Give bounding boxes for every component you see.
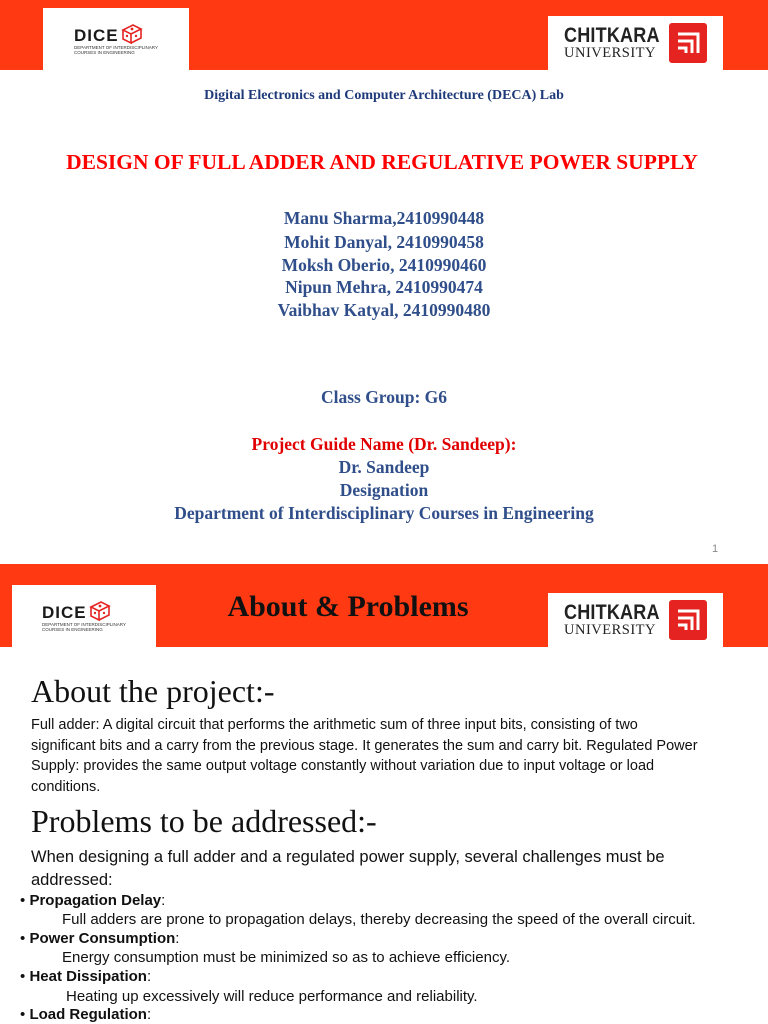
bullet-dot: • (20, 1006, 26, 1023)
guide-label: Project Guide Name (Dr. Sandeep): (251, 434, 517, 454)
dice-logo-2-word: DICE (42, 603, 87, 623)
bullet-power-consumption (20, 929, 179, 948)
chitkara-mark-icon (669, 600, 707, 640)
member-4: Nipun Mehra, 2410990474 (285, 277, 483, 297)
bullet-colon: : (175, 930, 180, 947)
class-group: Class Group: G6 (320, 387, 448, 407)
bullet-term: Power Consumption (29, 930, 176, 947)
member-2: Mohit Danyal, 2410990458 (284, 232, 484, 252)
bullet-propagation-delay (20, 891, 165, 910)
bullet-heat-dissipation (20, 967, 151, 986)
chitkara-logo-2-university: UNIVERSITY (564, 622, 656, 639)
bullet-term: Propagation Delay (29, 892, 162, 909)
member-5: Vaibhav Katyal, 2410990480 (277, 300, 491, 320)
dice-logo (43, 8, 189, 70)
dice-logo-2 (12, 585, 156, 647)
chitkara-logo-name: CHITKARA (564, 24, 660, 48)
project-title: DESIGN OF FULL ADDER AND REGULATIVE POWER SUPPLY (66, 150, 698, 174)
problems-intro (31, 846, 761, 892)
bullet-colon: : (146, 968, 152, 985)
department: Department of Interdisciplinary Courses in Engineering (174, 503, 594, 523)
member-3: Moksh Oberio, 2410990460 (281, 255, 487, 275)
about-line-3: Supply: provides the same output voltage constantly without variation due to input voltage or load (31, 758, 655, 774)
bullet-dot: • (20, 892, 26, 909)
chitkara-logo-university: UNIVERSITY (564, 45, 656, 62)
designation: Designation (339, 480, 429, 500)
about-line-4: conditions. (31, 778, 101, 795)
chitkara-logo-2-name: CHITKARA (564, 601, 660, 625)
intro-line-2: addressed: (31, 871, 113, 889)
chitkara-logo (548, 16, 723, 70)
chitkara-mark-icon (669, 23, 707, 63)
about-line-2: significant bits and a carry from the previous stage. It generates the sum and carry bit. Regulated Power (31, 737, 698, 754)
bullet-dot: • (20, 930, 26, 947)
bullet-colon: : (161, 892, 166, 909)
dice-logo-word: DICE (74, 26, 119, 46)
bullet-desc-propagation-delay: Full adders are prone to propagation delays, thereby decreasing the speed of the overall circuit. (62, 911, 696, 928)
dice-cube-icon (119, 22, 143, 44)
problems-heading: Problems to be addressed:- (31, 803, 377, 839)
dice-logo-2-sub-2: COURSES IN ENGINEERING (42, 627, 103, 632)
dice-logo-sub-2: COURSES IN ENGINEERING (74, 50, 135, 55)
intro-line-1: When designing a full adder and a regulated power supply, several challenges must be (31, 848, 665, 866)
slide-2-title: About & Problems (227, 590, 469, 623)
member-1: Manu Sharma,2410990448 (283, 208, 485, 228)
lab-title: Digital Electronics and Computer Architecture (DECA) Lab (204, 88, 564, 103)
bullet-desc-heat-dissipation: Heating up excessively will reduce performance and reliability. (66, 988, 478, 1005)
page-number: 1 (712, 543, 719, 555)
dice-cube-icon (87, 599, 111, 621)
dice-logo-2-sub-1: DEPARTMENT OF INTERDISCIPLINARY (42, 622, 126, 628)
dice-logo-sub-1: DEPARTMENT OF INTERDISCIPLINARY (74, 45, 158, 51)
guide-name: Dr. Sandeep (338, 457, 430, 477)
bullet-colon: : (146, 1006, 152, 1023)
about-paragraph (31, 715, 761, 797)
chitkara-logo-2 (548, 593, 723, 647)
bullet-desc-power-consumption: Energy consumption must be minimized so as to achieve efficiency. (62, 949, 510, 966)
bullet-term: Load Regulation (29, 1006, 147, 1023)
bullet-load-regulation (20, 1005, 151, 1024)
bullet-term: Heat Dissipation (29, 968, 147, 985)
about-heading: About the project:- (31, 673, 275, 709)
bullet-dot: • (20, 968, 26, 985)
about-line-1: Full adder: A digital circuit that performs the arithmetic sum of three input bits, consisting of two (31, 717, 638, 733)
